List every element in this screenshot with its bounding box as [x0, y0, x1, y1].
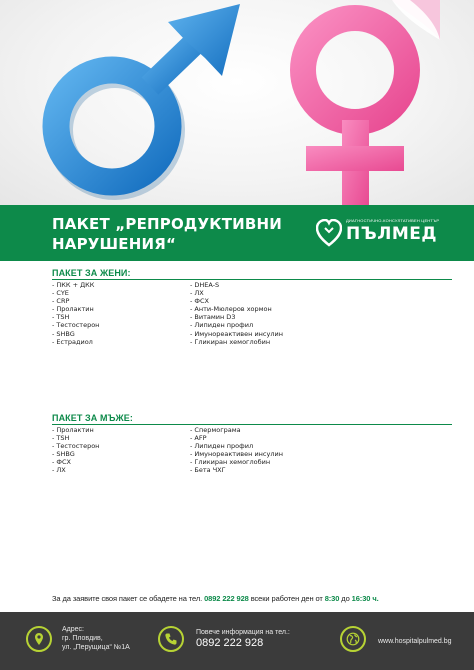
list-item: - DHEA-S	[190, 281, 220, 289]
pulmed-logo	[316, 215, 440, 253]
women-list-right	[190, 281, 283, 346]
address-line: ул. „Перущица“ №1А	[62, 644, 130, 651]
info-phone[interactable]: 0892 222 928	[196, 637, 264, 649]
list-item: - Имунореактивен инсулин	[190, 329, 283, 338]
list-item: - CYE	[52, 289, 69, 298]
list-item: - AFP	[190, 434, 207, 443]
list-item: - Тестостерон	[52, 442, 100, 451]
list-item: - Спермограма	[190, 426, 241, 434]
title-band	[0, 205, 474, 261]
men-package-title: ПАКЕТ ЗА МЪЖЕ:	[52, 413, 452, 425]
address-label: Адрес:	[62, 626, 84, 633]
cta-text: до	[339, 594, 352, 603]
women-package-title: ПАКЕТ ЗА ЖЕНИ:	[52, 268, 452, 280]
list-item: - ФСХ	[52, 458, 71, 467]
cta-text: всеки работен ден от	[248, 594, 325, 603]
cta-hours-from: 8:30	[324, 594, 340, 603]
heart-logo-icon	[316, 219, 342, 247]
logo-tagline: ДИАГНОСТИЧНО-КОНСУЛТАТИВЕН ЦЕНТЪР	[346, 218, 440, 223]
footer-info	[196, 628, 290, 650]
list-item: - Естрадиол	[52, 337, 93, 346]
list-item: - SHBG	[52, 450, 75, 459]
list-item: - Гликиран хемоглобин	[190, 458, 271, 467]
info-label: Повече информация на тел.:	[196, 629, 290, 636]
list-item: - TSH	[52, 313, 70, 322]
footer	[0, 612, 474, 670]
list-item: - Гликиран хемоглобин	[190, 337, 271, 346]
phone-icon	[158, 626, 184, 652]
logo-name: ПЪЛМЕД	[346, 224, 437, 244]
list-item: - Анти-Мюлеров хормон	[190, 305, 272, 314]
men-list-right	[190, 426, 283, 475]
male-symbol-icon	[56, 4, 240, 186]
list-item: - TSH	[52, 434, 70, 443]
hero-image	[0, 0, 474, 205]
cta-hours-to: 16:30 ч.	[351, 594, 379, 603]
list-item: - Витамин D3	[190, 313, 236, 322]
address-line: гр. Пловдив,	[62, 635, 103, 642]
list-item: - Имунореактивен инсулин	[190, 450, 283, 459]
call-to-action	[52, 594, 452, 603]
list-item: - SHBG	[52, 329, 75, 338]
cta-text: За да заявите своя пакет се обадете на тел.	[52, 594, 205, 603]
list-item: - ФСХ	[190, 297, 209, 306]
footer-address	[62, 625, 130, 652]
cta-phone[interactable]: 0892 222 928	[204, 594, 249, 603]
location-pin-icon	[26, 626, 52, 652]
list-item: - Липиден профил	[190, 321, 254, 330]
female-symbol-icon	[303, 0, 440, 205]
list-item: - Пролактин	[52, 305, 94, 314]
gender-symbols-illustration	[0, 0, 474, 205]
list-item: - CRP	[52, 297, 70, 306]
men-package	[52, 413, 452, 475]
list-item: - Липиден профил	[190, 442, 254, 451]
list-item: - ЛХ	[52, 466, 66, 475]
men-list-left	[52, 426, 99, 475]
list-item: - Тестостерон	[52, 321, 100, 330]
list-item: - ПКК + ДКК	[52, 281, 95, 289]
women-list-left	[52, 281, 99, 346]
list-item: - Пролактин	[52, 426, 94, 434]
list-item: - Бета ЧХГ	[190, 466, 226, 475]
globe-icon	[340, 626, 366, 652]
list-item: - ЛХ	[190, 289, 204, 298]
women-package	[52, 268, 452, 346]
website-link[interactable]: www.hospitalpulmed.bg	[378, 638, 452, 645]
page-title: ПАКЕТ „РЕПРОДУКТИВНИ НАРУШЕНИЯ“	[52, 215, 283, 253]
